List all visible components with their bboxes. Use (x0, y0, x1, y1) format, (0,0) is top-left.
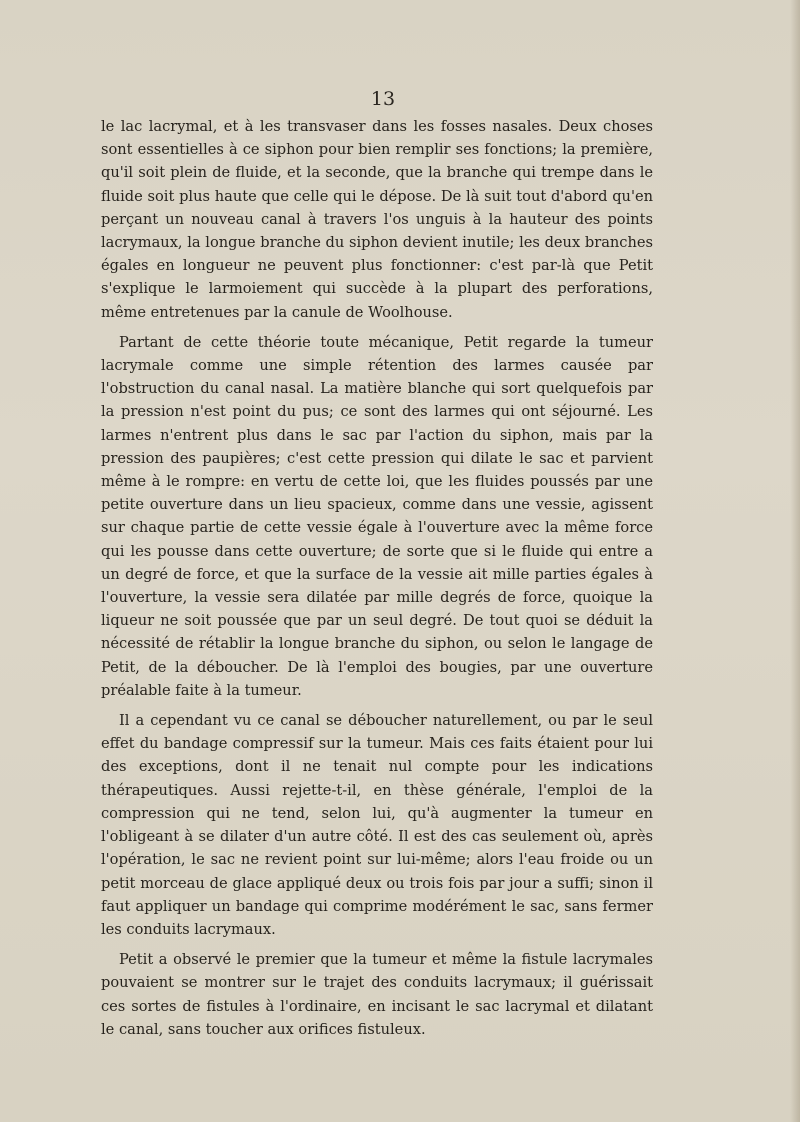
paragraph-3: Il a cependant vu ce canal se déboucher naturellement, ou par le seul effet du bandage compressif sur la tumeur. Mais ces faits étaient pour lui des exceptions, dont il ne tenait nul compte pour les indications thérapeutiques. Aussi rejette-t-il, en thèse générale, l'emploi de la compression qui ne tend, selon lui, qu'à augmenter la tumeur en l'obligeant à se dilater d'un autre côté. Il est des cas seulement où, après l'opération, le sac ne revient point sur lui-même; alors l'eau froide ou un petit morceau de glace appliqué deux ou trois fois par jour a suffi; sinon il faut appliquer un bandage qui comprime modérément le sac, sans fermer les conduits lacrymaux. (101, 712, 653, 938)
page-number: 13 (370, 88, 396, 110)
paragraph-4: Petit a observé le premier que la tumeur et même la fistule lacrymales pouvaient se montrer sur le trajet des conduits lacrymaux; il guérissait ces sortes de fistules à l'ordinaire, en incisant le sac lacrymal et dilatant le canal, sans toucher aux orifices fistuleux. (101, 951, 653, 1038)
paragraph-1: le lac lacrymal, et à les transvaser dans les fosses nasales. Deux choses sont essentielles à ce siphon pour bien remplir ses fonctions; la première, qu'il soit plein de fluide, et la seconde, que la branche qui trempe dans le fluide soit plus haute que celle qui le dépose. De là suit tout d'abord qu'en perçant un nouveau canal à travers l'os unguis à la hauteur des points lacrymaux, la longue branche du siphon devient inutile; les deux branches égales en longueur ne peuvent plus fonctionner: c'est par-là que Petit s'explique le larmoiement qui succède à la plupart des perforations, même entretenues par la canule de Woolhouse. (101, 118, 653, 321)
paragraph-2: Partant de cette théorie toute mécanique, Petit regarde la tumeur lacrymale comme une simple rétention des larmes causée par l'obstruction du canal nasal. La matière blanche qui sort quelquefois par la pression n'est point du pus; ce sont des larmes qui ont séjourné. Les larmes n'entrent plus dans le sac par l'action du siphon, mais par la pression des paupières; c'est cette pression qui dilate le sac et parvient même à le rompre: en vertu de cette loi, que les fluides poussés par une petite ouverture dans un lieu spacieux, comme dans une vessie, agissent sur chaque partie de cette vessie égale à l'ouverture avec la même force qui les pousse dans cette ouverture; de sorte que si le fluide qui entre a un degré de force, et que la surface de la vessie ait mille parties égales à l'ouverture, la vessie sera dilatée par mille degrés de force, quoique la liqueur ne soit poussée que par un seul degré. De tout quoi se déduit la nécessité de rétablir la longue branche du siphon, ou selon le langage de Petit, de la déboucher. De là l'emploi des bougies, par une ouverture préalable faite à la tumeur. (101, 333, 653, 699)
body-text (101, 115, 653, 1041)
page-edge-shadow (790, 0, 800, 1122)
